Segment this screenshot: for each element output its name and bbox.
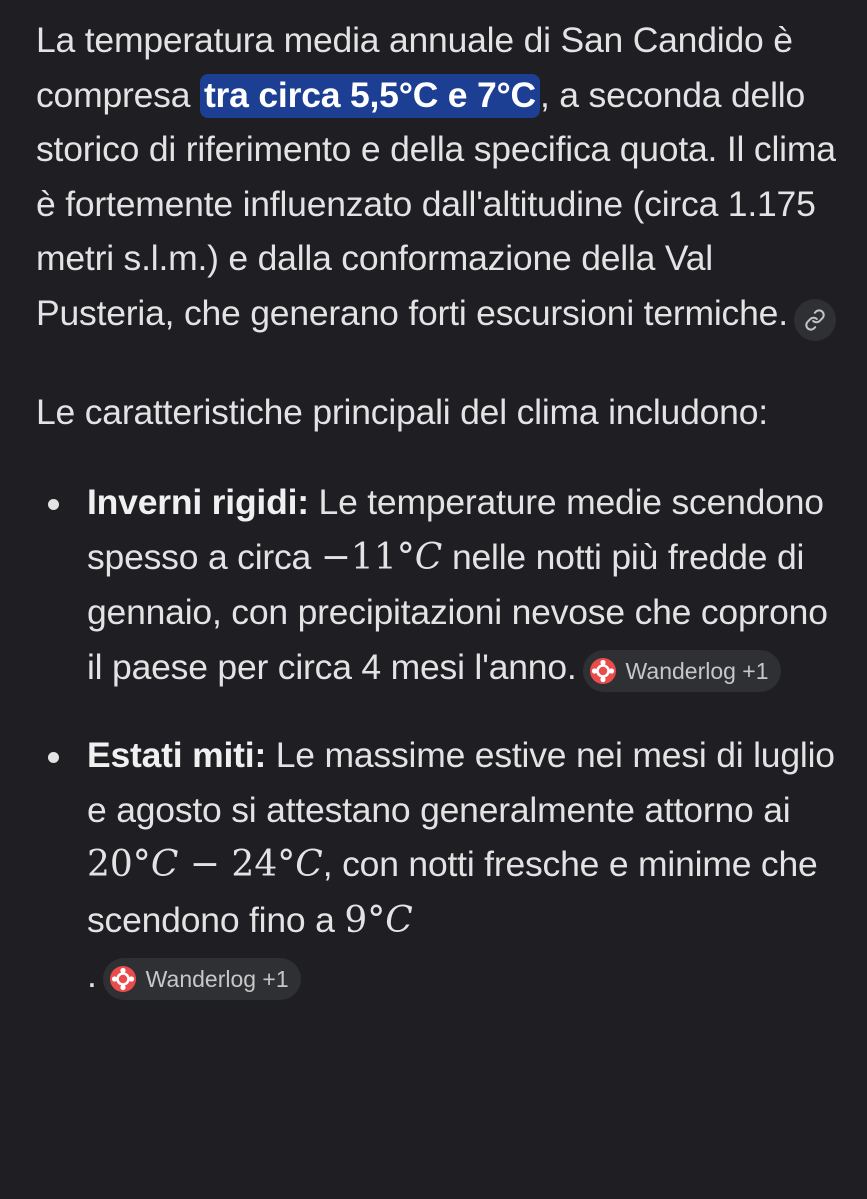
paragraph-temperature bbox=[36, 13, 836, 341]
list-item-text: nelle notti più fredde di gennaio, con precipitazioni nevose che coprono il paese per circa 4 mesi l'anno. bbox=[87, 536, 828, 687]
bullet-dot bbox=[48, 752, 59, 763]
source-chip-wanderlog[interactable] bbox=[583, 650, 781, 692]
answer-content bbox=[36, 13, 836, 1003]
source-link-button[interactable] bbox=[794, 299, 836, 341]
paragraph-text: La temperatura media annuale di San Candido è compresa bbox=[36, 20, 793, 115]
bullet-dot bbox=[48, 499, 59, 510]
highlighted-temperature-range[interactable]: tra circa 5,5°C e 7°C bbox=[200, 74, 540, 118]
list-item-winter bbox=[36, 475, 836, 694]
math-temperature-range: 20°C − 24°C bbox=[87, 844, 323, 885]
list-item-text: Le massime estive nei mesi di luglio e agosto si attestano generalmente attorno ai bbox=[87, 735, 835, 830]
list-item-summer bbox=[36, 728, 836, 1003]
source-chip-label: Wanderlog +1 bbox=[625, 657, 769, 684]
math-temperature-min: 9°C bbox=[344, 899, 413, 941]
trailing-period: . bbox=[87, 955, 97, 995]
link-icon bbox=[804, 309, 826, 331]
wanderlog-logo-icon bbox=[589, 657, 617, 685]
list-item-text: Le temperature medie scendono spesso a circa bbox=[87, 482, 824, 577]
wanderlog-logo-icon bbox=[109, 965, 137, 993]
source-chip-label: Wanderlog +1 bbox=[145, 966, 289, 992]
list-item-title: Estati miti: bbox=[87, 735, 267, 775]
math-temperature: −11°C bbox=[320, 536, 443, 578]
list-item-title: Inverni rigidi: bbox=[87, 482, 309, 522]
list-item-text: , con notti fresche e minime che scendono fino a bbox=[87, 844, 818, 940]
source-chip-wanderlog[interactable] bbox=[103, 958, 301, 1000]
climate-features-list bbox=[36, 475, 836, 1003]
paragraph-text: , a seconda dello storico di riferimento e della specifica quota. Il clima è fortemente influenzato dall'altitudine (circa 1.175 metri s.l.m.) e dalla conformazione della Val Pusteria, che generano forti escursioni termiche. bbox=[36, 74, 836, 333]
intro-text: Le caratteristiche principali del clima includono: bbox=[36, 391, 768, 432]
